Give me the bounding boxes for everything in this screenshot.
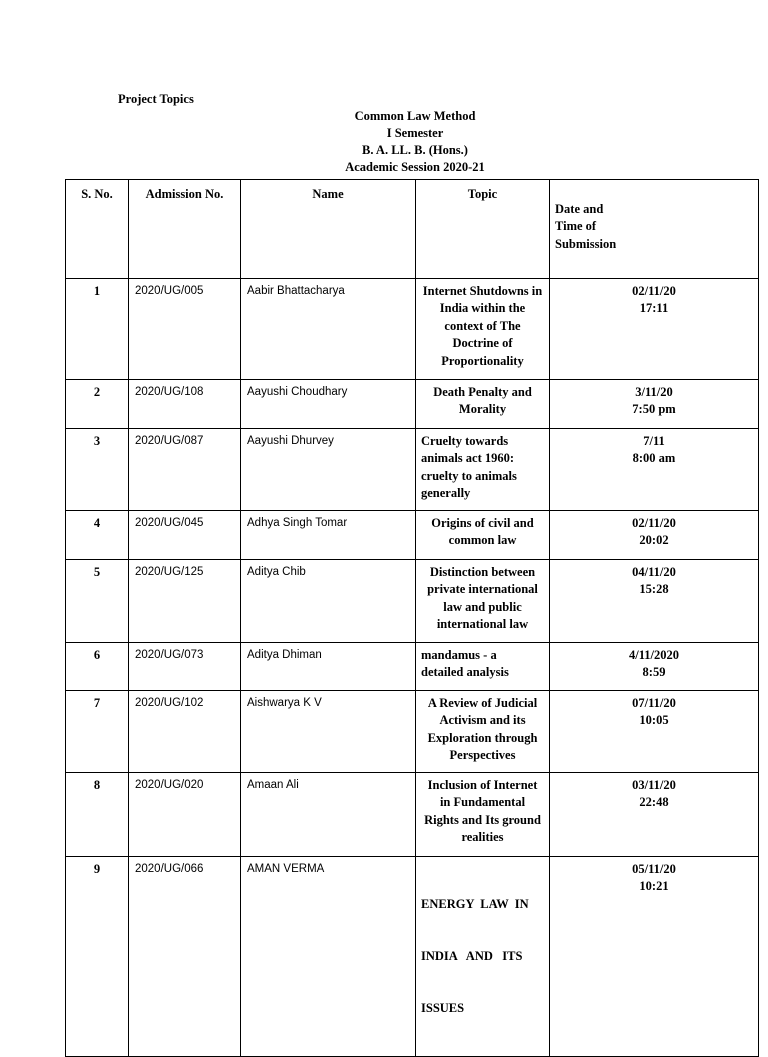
header-topic: Topic (416, 180, 550, 279)
date-line: 02/11/20 (632, 516, 676, 530)
topic-line: Rights and Its ground (424, 812, 541, 827)
row-sno: 4 (66, 511, 129, 560)
row-date-time (550, 429, 759, 511)
topic-line: INDIA AND ITS (421, 949, 523, 964)
row-date-time (550, 643, 759, 691)
row-sno: 7 (66, 691, 129, 773)
row-date-time (550, 279, 759, 380)
row-sno: 5 (66, 560, 129, 643)
topic-line: Activism and its (439, 713, 526, 728)
topic-line: Inclusion of Internet (427, 778, 538, 792)
document-header (250, 108, 580, 176)
academic-session: Academic Session 2020-21 (345, 160, 485, 174)
time-line: 8:00 am (632, 451, 676, 466)
programme: B. A. LL. B. (Hons.) (362, 143, 468, 157)
row-name: Aditya Dhiman (241, 643, 416, 691)
time-line: 20:02 (639, 533, 669, 548)
topic-line: Perspectives (449, 748, 516, 763)
row-sno: 9 (66, 857, 129, 1057)
topic-line: in Fundamental (439, 795, 526, 810)
time-line: 17:11 (639, 301, 669, 316)
row-date-time (550, 691, 759, 773)
table-row (66, 643, 759, 691)
row-topic (416, 643, 550, 691)
time-line: 10:05 (639, 713, 669, 728)
topic-line: ISSUES (421, 1001, 465, 1016)
topic-line: international law (436, 617, 529, 632)
time-line: 7:50 pm (632, 402, 676, 417)
topic-line: Proportionality (441, 353, 524, 368)
topic-line: animals act 1960: (421, 451, 515, 466)
row-name: Aabir Bhattacharya (241, 279, 416, 380)
topic-line: cruelty to animals (421, 468, 517, 483)
header-sno: S. No. (66, 180, 129, 279)
row-sno: 2 (66, 380, 129, 429)
topic-line: Exploration through (427, 730, 538, 745)
header-name: Name (241, 180, 416, 279)
row-date-time (550, 560, 759, 643)
date-line: 3/11/20 (635, 385, 673, 399)
row-topic (416, 857, 550, 1057)
row-sno: 3 (66, 429, 129, 511)
topic-line: India within the (439, 301, 526, 316)
row-topic (416, 773, 550, 857)
row-name: Aishwarya K V (241, 691, 416, 773)
time-line: 15:28 (639, 582, 669, 597)
table-row (66, 380, 759, 429)
page-label: Project Topics (118, 92, 194, 106)
row-topic (416, 560, 550, 643)
row-admission-no: 2020/UG/045 (129, 511, 241, 560)
table-row (66, 511, 759, 560)
row-sno: 1 (66, 279, 129, 380)
header-admission-no: Admission No. (129, 180, 241, 279)
topic-line: ENERGY LAW IN (421, 896, 529, 911)
date-line: 7/11 (643, 434, 665, 448)
row-topic (416, 691, 550, 773)
row-topic (416, 429, 550, 511)
row-name: Adhya Singh Tomar (241, 511, 416, 560)
semester: I Semester (386, 126, 444, 140)
time-line: 8:59 (642, 665, 666, 680)
course-title: Common Law Method (354, 109, 476, 123)
row-name: AMAN VERMA (241, 857, 416, 1057)
time-line: 10:21 (639, 879, 669, 894)
row-date-time (550, 773, 759, 857)
topic-line: A Review of Judicial (427, 696, 538, 710)
project-topics-table (65, 179, 759, 1057)
row-sno: 6 (66, 643, 129, 691)
row-topic (416, 511, 550, 560)
topic-line: Origins of civil and (431, 516, 534, 530)
header-date-line: Date and (555, 202, 604, 216)
row-name: Aditya Chib (241, 560, 416, 643)
topic-line: Cruelty towards (421, 434, 509, 448)
time-line: 22:48 (639, 795, 669, 810)
row-admission-no: 2020/UG/087 (129, 429, 241, 511)
row-name: Aayushi Choudhary (241, 380, 416, 429)
date-line: 04/11/20 (632, 565, 676, 579)
topic-line: Doctrine of (452, 336, 513, 351)
topic-line: Death Penalty and (433, 385, 532, 399)
header-date-time (550, 180, 759, 279)
row-admission-no: 2020/UG/108 (129, 380, 241, 429)
topic-line: Distinction between (429, 565, 536, 579)
row-date-time (550, 511, 759, 560)
table-row (66, 429, 759, 511)
row-admission-no: 2020/UG/066 (129, 857, 241, 1057)
date-line: 02/11/20 (632, 284, 676, 298)
table-row (66, 279, 759, 380)
table-row (66, 857, 759, 1057)
header-date-line: Submission (555, 236, 617, 251)
topic-line: law and public (443, 599, 522, 614)
row-date-time (550, 380, 759, 429)
table-row (66, 773, 759, 857)
date-line: 07/11/20 (632, 696, 676, 710)
row-topic (416, 279, 550, 380)
date-line: 4/11/2020 (628, 648, 679, 662)
topic-line: mandamus - a (421, 648, 497, 662)
row-admission-no: 2020/UG/102 (129, 691, 241, 773)
date-line: 05/11/20 (632, 862, 676, 876)
topic-line: context of The (444, 318, 521, 333)
topic-line: realities (461, 830, 504, 845)
row-name: Amaan Ali (241, 773, 416, 857)
row-admission-no: 2020/UG/005 (129, 279, 241, 380)
row-topic (416, 380, 550, 429)
row-date-time (550, 857, 759, 1057)
topic-line: detailed analysis (421, 665, 509, 680)
date-line: 03/11/20 (632, 778, 676, 792)
row-admission-no: 2020/UG/125 (129, 560, 241, 643)
row-sno: 8 (66, 773, 129, 857)
table-header-row (66, 180, 759, 279)
topic-line: private international (427, 582, 538, 597)
row-admission-no: 2020/UG/020 (129, 773, 241, 857)
topic-line: generally (421, 486, 471, 501)
topic-line: Morality (458, 402, 507, 417)
header-date-line: Time of (555, 219, 597, 234)
topic-line: Internet Shutdowns in (422, 284, 543, 298)
row-name: Aayushi Dhurvey (241, 429, 416, 511)
table-row (66, 560, 759, 643)
topic-line: common law (448, 533, 517, 548)
row-admission-no: 2020/UG/073 (129, 643, 241, 691)
table-row (66, 691, 759, 773)
